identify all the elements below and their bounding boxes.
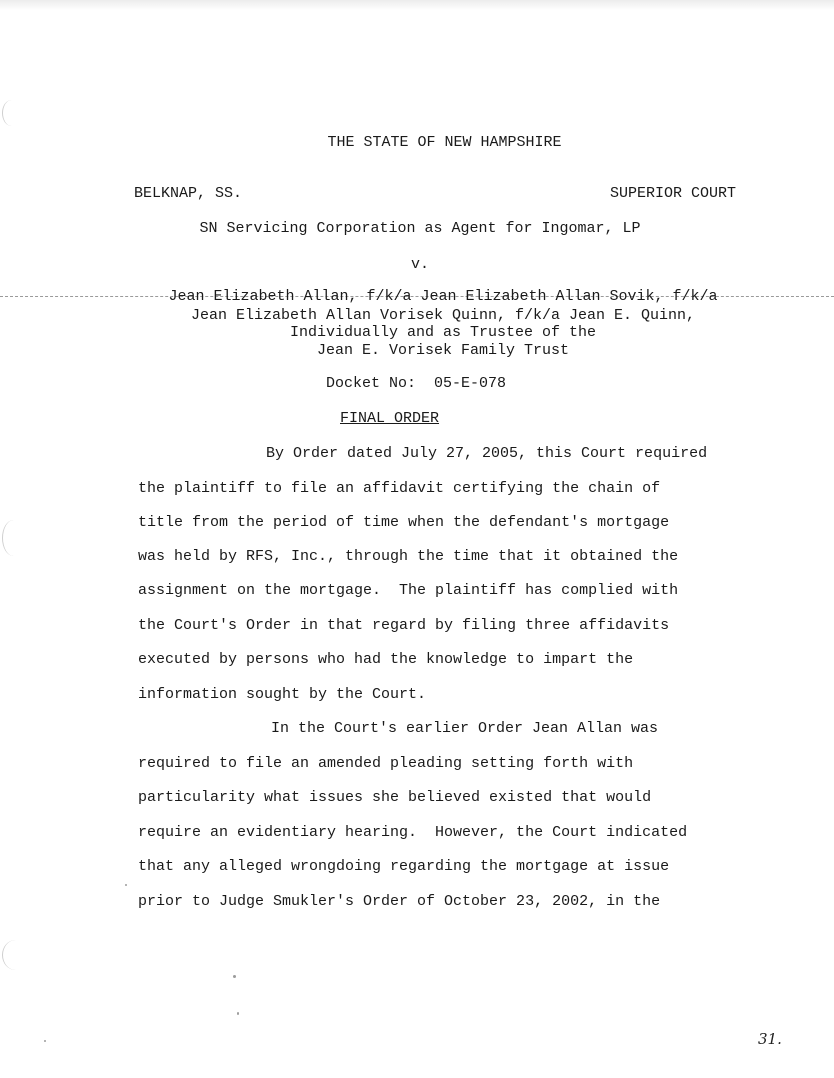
body-line: By Order dated July 27, 2005, this Court required: [266, 445, 708, 462]
scan-edge-artifact: [2, 100, 21, 126]
body-line: assignment on the mortgage. The plaintiff has complied with: [138, 582, 679, 599]
county-caption: BELKNAP, SS.: [134, 185, 243, 202]
scan-speck: [44, 1040, 46, 1042]
docket-number: Docket No: 05-E-078: [326, 375, 507, 392]
document-title: THE STATE OF NEW HAMPSHIRE: [327, 134, 562, 151]
body-line: particularity what issues she believed existed that would: [138, 789, 652, 806]
scan-speck: [233, 975, 236, 978]
body-line: required to file an amended pleading setting forth with: [138, 755, 634, 772]
defendant-line: Jean E. Vorisek Family Trust: [316, 342, 570, 359]
body-line: In the Court's earlier Order Jean Allan was: [271, 720, 659, 737]
defendant-line: Individually and as Trustee of the: [289, 324, 597, 341]
court-caption: SUPERIOR COURT: [609, 185, 736, 202]
defendant-line: Jean Elizabeth Allan, f/k/a Jean Elizabeth Allan Sovik, f/k/a: [168, 288, 718, 305]
body-line: require an evidentiary hearing. However, the Court indicated: [138, 824, 688, 841]
scan-shadow: [0, 0, 834, 10]
scan-speck: [125, 884, 127, 886]
body-line: prior to Judge Smukler's Order of October 23, 2002, in the: [138, 893, 661, 910]
body-line: was held by RFS, Inc., through the time that it obtained the: [138, 548, 679, 565]
plaintiff-name: SN Servicing Corporation as Agent for Ingomar, LP: [199, 220, 641, 237]
body-line: executed by persons who had the knowledge to impart the: [138, 651, 634, 668]
scan-speck: [237, 1012, 239, 1015]
scan-edge-artifact: [2, 520, 25, 556]
body-line: that any alleged wrongdoing regarding the mortgage at issue: [138, 858, 670, 875]
body-line: information sought by the Court.: [138, 686, 427, 703]
body-line: title from the period of time when the defendant's mortgage: [138, 514, 670, 531]
body-line: the plaintiff to file an affidavit certifying the chain of: [138, 480, 661, 497]
versus-label: v.: [410, 256, 429, 273]
body-line: the Court's Order in that regard by filing three affidavits: [138, 617, 670, 634]
page-number-handwritten: 31.: [758, 1030, 782, 1048]
scan-edge-artifact: [2, 940, 29, 970]
order-heading: FINAL ORDER: [340, 410, 440, 427]
defendant-line: Jean Elizabeth Allan Vorisek Quinn, f/k/a Jean E. Quinn,: [190, 307, 696, 324]
